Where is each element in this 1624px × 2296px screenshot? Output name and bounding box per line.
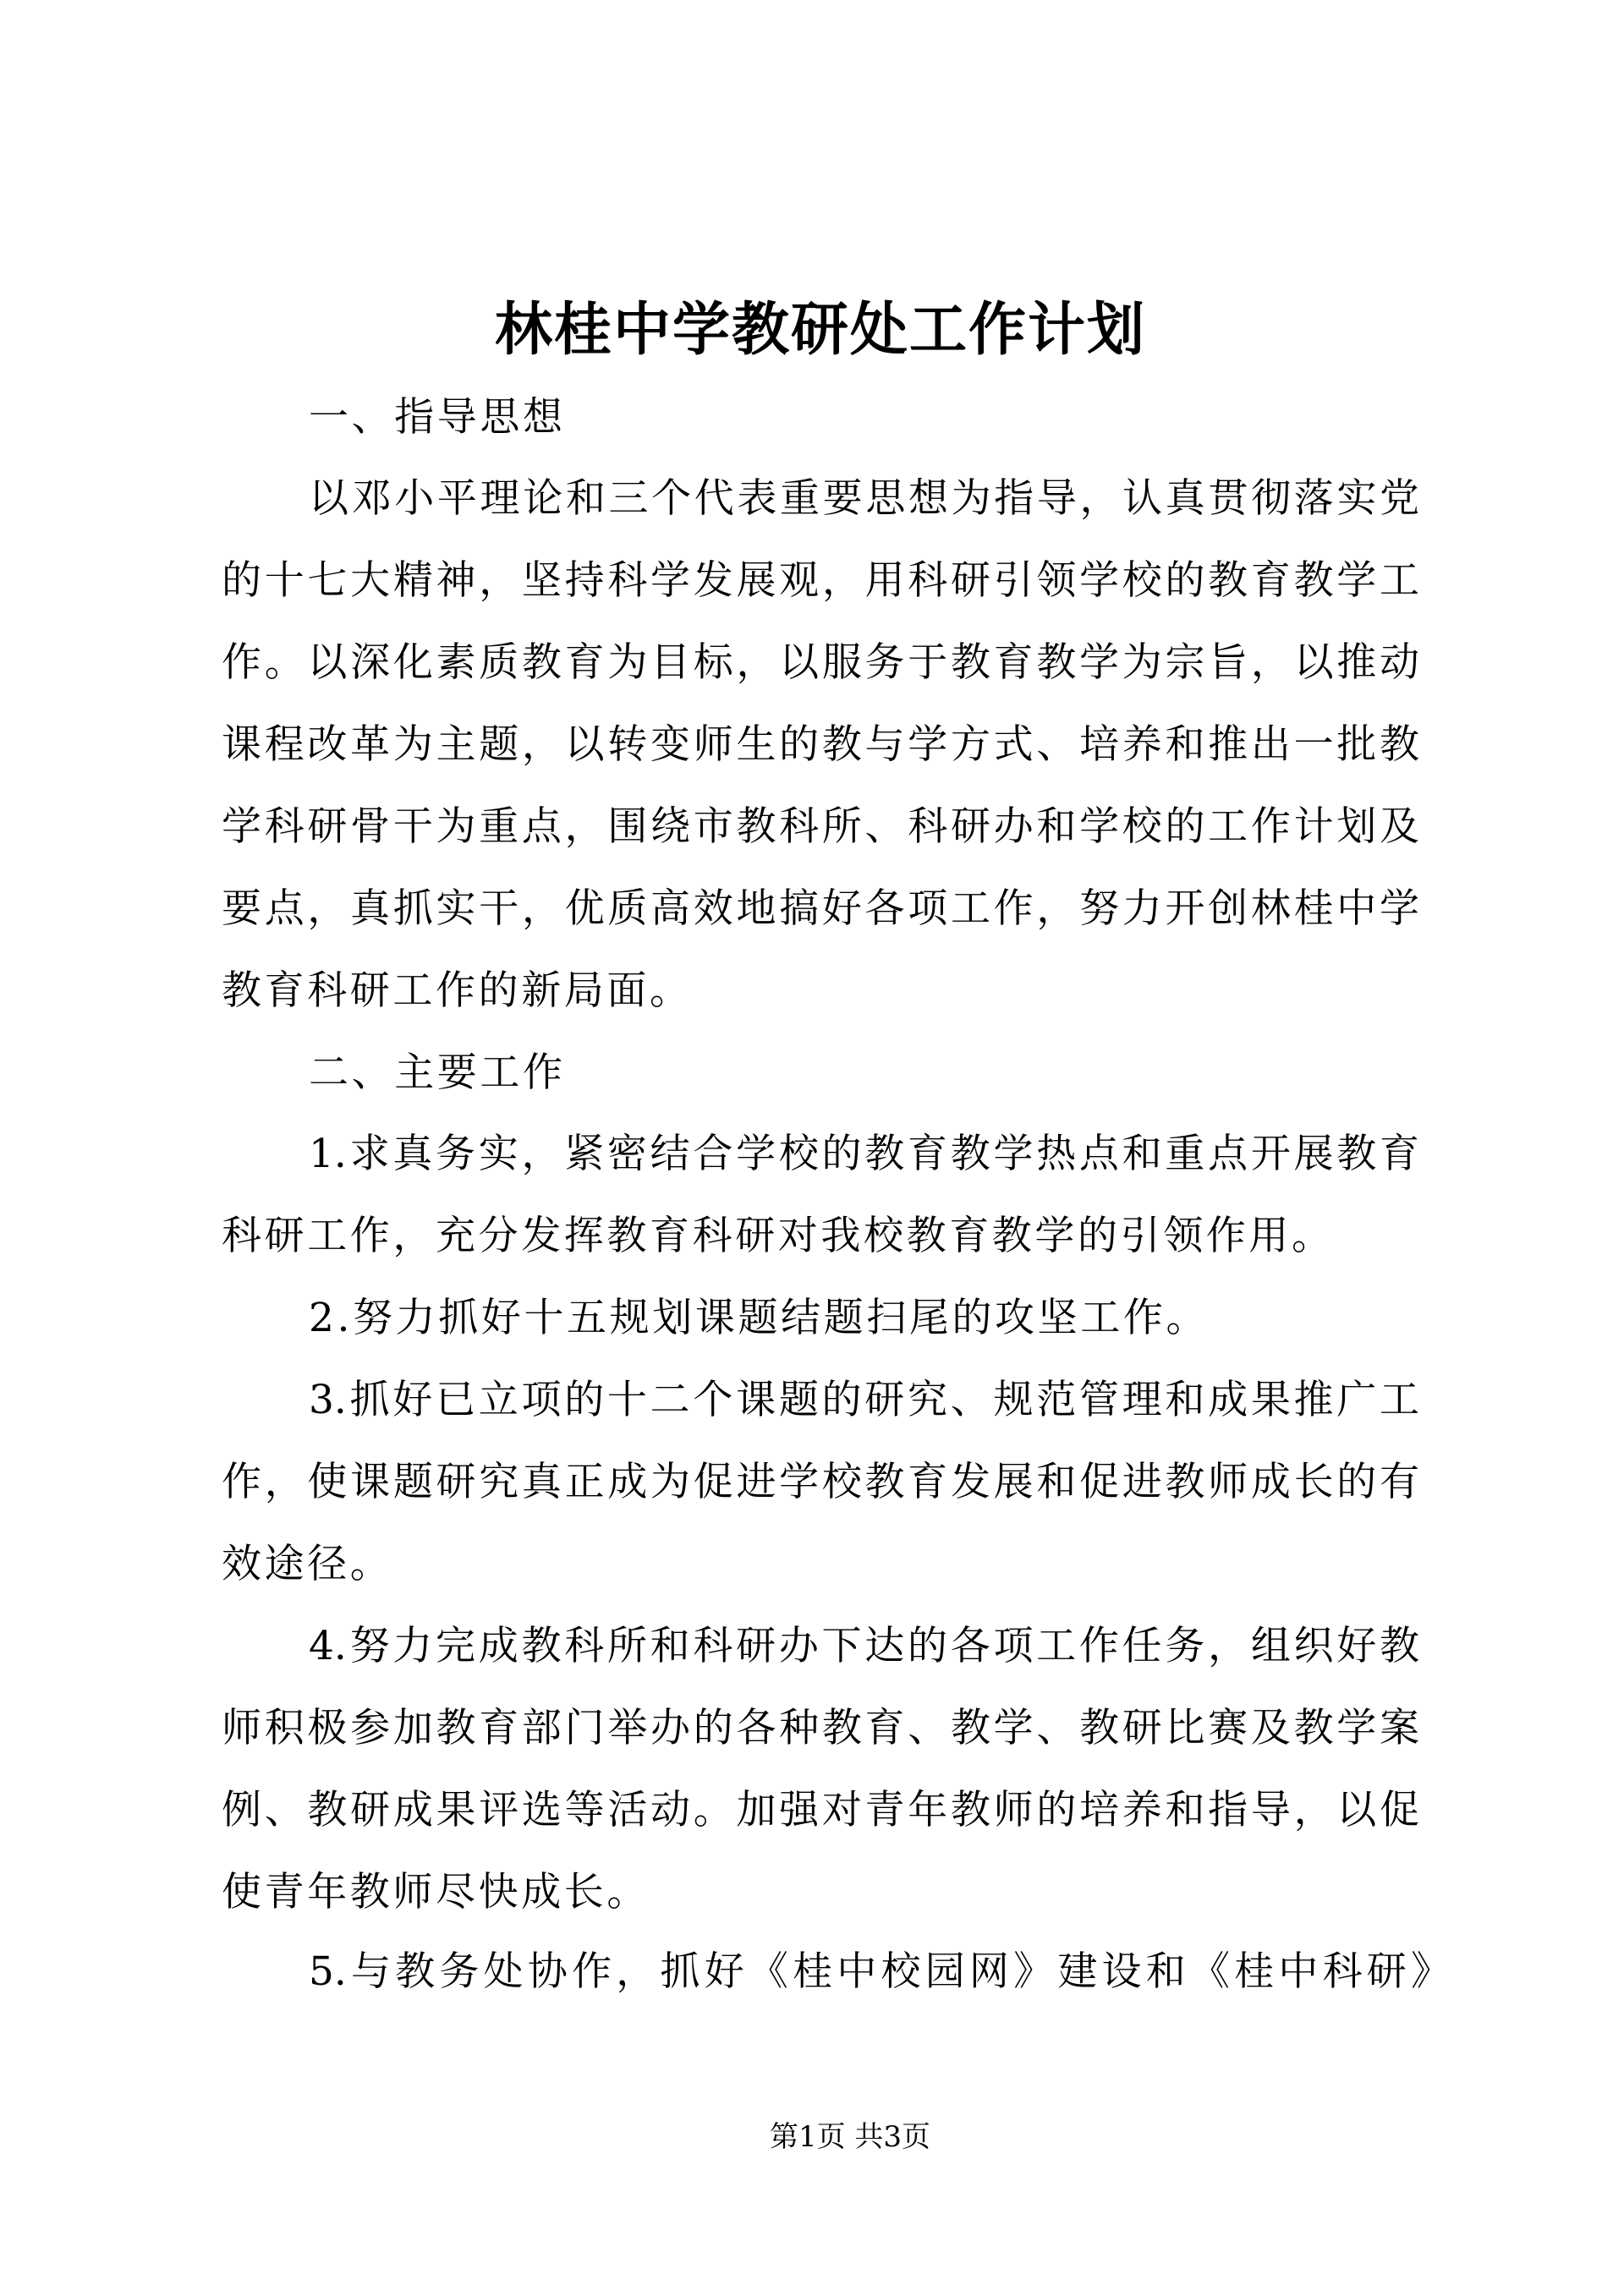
list-item-3-line: 3.抓好已立项的十二个课题的研究、规范管理和成果推广工: [309, 1377, 1419, 1423]
section-heading-guiding-thought: 一、指导思想: [309, 394, 566, 441]
section-heading-main-work: 二、主要工作: [309, 1049, 566, 1096]
list-item-3-line: 效途径。: [222, 1541, 393, 1587]
paragraph-line: 的十七大精神，坚持科学发展观，用科研引领学校的教育教学工: [222, 557, 1419, 604]
list-item-4-line: 师积极参加教育部门举办的各种教育、教学、教研比赛及教学案: [222, 1705, 1419, 1751]
list-item-4-line: 4.努力完成教科所和科研办下达的各项工作任务，组织好教: [309, 1623, 1419, 1669]
list-item-1-line: 科研工作，充分发挥教育科研对我校教育教学的引领作用。: [222, 1213, 1335, 1259]
paragraph-line: 学科研骨干为重点，围绕市教科所、科研办和学校的工作计划及: [222, 803, 1419, 850]
paragraph-line: 教育科研工作的新局面。: [222, 967, 693, 1014]
document-title: 林桂中学教研处工作计划: [494, 297, 1146, 364]
list-item-5-line: 5.与教务处协作，抓好《桂中校园网》建设和《桂中科研》: [309, 1948, 1451, 1995]
list-item-4-line: 使青年教师尽快成长。: [222, 1869, 650, 1915]
list-item-3-line: 作，使课题研究真正成为促进学校教育发展和促进教师成长的有: [222, 1459, 1419, 1505]
list-item-4-line: 例、教研成果评选等活动。加强对青年教师的培养和指导，以促: [222, 1787, 1419, 1833]
paragraph-line: 以邓小平理论和三个代表重要思想为指导，认真贯彻落实党: [309, 475, 1419, 522]
page-number-footer: 第1页 共3页: [769, 2120, 931, 2154]
paragraph-line: 作。以深化素质教育为目标，以服务于教育教学为宗旨，以推动: [222, 639, 1419, 686]
paragraph-line: 要点，真抓实干，优质高效地搞好各项工作，努力开创林桂中学: [222, 885, 1419, 932]
paragraph-line: 课程改革为主题，以转变师生的教与学方式、培养和推出一批教: [222, 721, 1419, 768]
list-item-1-line: 1.求真务实，紧密结合学校的教育教学热点和重点开展教育: [309, 1131, 1419, 1177]
list-item-2-line: 2.努力抓好十五规划课题结题扫尾的攻坚工作。: [309, 1295, 1210, 1341]
